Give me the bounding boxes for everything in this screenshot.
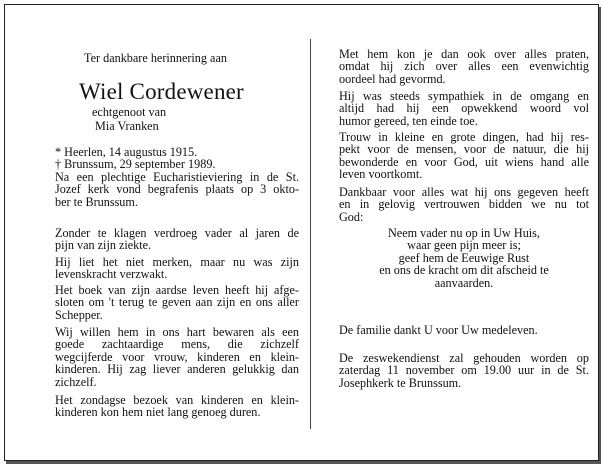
text-line: Josephkerk te Brunssum. (339, 375, 462, 390)
prayer-line: geef hem de Eeuwige Rust (398, 250, 530, 265)
text-line: goede zachtaardige mens, die zichzelf (55, 337, 299, 352)
text-line: bewonderde en voor God, uit wiens hand alle (339, 154, 589, 169)
text-line: Jozef kerk vond begrafenis plaats op 3 okto- (55, 182, 299, 197)
paragraph-faithfulness (339, 131, 589, 181)
text-line: wegcijferde voor vrouw, kinderen en klein- (55, 349, 299, 364)
prayer-line: en ons de kracht om dit afscheid te (379, 263, 549, 278)
text-line: Na een plechtige Eucharistieviering in de St. (55, 170, 299, 184)
text-line: Met hem kon je dan ook over alles praten, (339, 47, 589, 61)
deceased-name: Wiel Cordewener (79, 79, 244, 104)
text-line: pijn van zijn ziekte. (55, 238, 152, 253)
prayer-line: aanvaarden. (434, 275, 494, 290)
text-line: Schepper. (55, 307, 103, 322)
dedication-text: Ter dankbare herinnering aan (84, 51, 227, 65)
funeral-paragraph (55, 171, 299, 208)
family-thanks: De familie dankt U voor Uw medeleven. (339, 323, 538, 337)
text-line: kinderen kon hem niet lang genoeg duren. (55, 405, 261, 420)
spouse-label: echtgenoot van (92, 105, 167, 119)
text-line: Trouw in kleine en grote dingen, had hij res- (339, 130, 589, 144)
text-line: zaterdag 11 november om 19.00 uur in de St. (339, 363, 589, 378)
paragraph-sunday-visits (55, 394, 299, 419)
text-line: Hij liet het niet merken, maar nu was zijn (55, 255, 299, 269)
paragraph-illness (55, 227, 299, 252)
text-line: kinderen. Hij zag liever anderen gelukkig dan (55, 362, 299, 377)
text-line: altijd had hij een opwekkend woord vol (339, 101, 589, 116)
paragraph-sympathy (339, 90, 589, 127)
death-line: † Brunssum, 29 september 1989. (55, 157, 216, 172)
memorial-mass-notice (339, 352, 589, 389)
paragraph-strength (55, 256, 299, 281)
text-line: omdat hij zich over alles een evenwichtig (339, 59, 589, 74)
prayer-line: Neem vader nu op in Uw Huis, (388, 226, 540, 240)
text-line: Het zondagse bezoek van kinderen en klein- (55, 393, 299, 407)
text-line: God: (339, 209, 364, 224)
text-line: levenskracht verzwakt. (55, 267, 168, 282)
prayer (339, 227, 589, 289)
text-line: pekt voor de mensen, voor de natuur, die hij (339, 142, 589, 157)
text-line: Zonder te klagen verdroeg vader al jaren de (55, 226, 299, 240)
text-line: Dankbaar voor alles wat hij ons gegeven heeft (339, 185, 589, 199)
spouse-name: Mia Vranken (95, 119, 159, 133)
paragraph-conversation (339, 48, 589, 85)
text-line: sloten om 't terug te geven aan zijn en ons aller (55, 295, 299, 310)
text-line: Hij was steeds sympathiek in de omgang en (339, 89, 589, 103)
paragraph-memory (55, 326, 299, 388)
text-line: humor gereed, ten einde toe. (339, 113, 478, 128)
text-line: Het boek van zijn aardse leven heeft hij afge- (55, 283, 299, 297)
life-dates (55, 146, 299, 171)
text-line: ber te Brunssum. (55, 194, 138, 209)
prayer-line: waar geen pijn meer is; (407, 238, 521, 253)
memorial-card (4, 4, 599, 461)
column-divider (310, 39, 311, 429)
text-line: en in gelovig vertrouwen bidden we nu tot (339, 197, 589, 212)
text-line: Wij willen hem in ons hart bewaren als een (55, 325, 299, 339)
paragraph-gratitude (339, 186, 589, 223)
text-line: oordeel had gevormd. (339, 71, 446, 86)
birth-line: * Heerlen, 14 augustus 1915. (55, 145, 198, 159)
text-line: leven voortkomt. (339, 167, 423, 182)
text-line: zichzelf. (55, 374, 97, 389)
text-line: De zeswekendienst zal gehouden worden op (339, 351, 589, 365)
paragraph-book-of-life (55, 284, 299, 321)
